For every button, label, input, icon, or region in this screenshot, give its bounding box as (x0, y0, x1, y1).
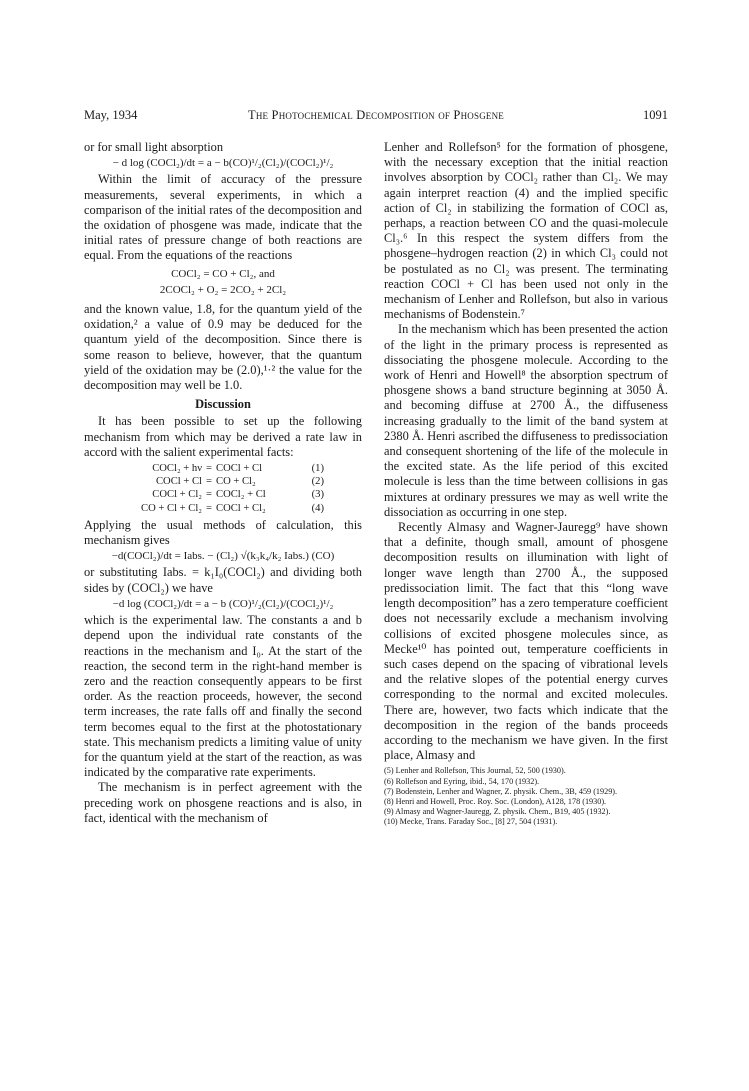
step-number: (2) (311, 476, 324, 488)
step-eq: = (206, 463, 212, 475)
running-header (84, 108, 668, 126)
equation-derived-rate: −d(COCl₂)/dt = Iabs. − (Cl₂) √(k₃k₄/k₂ Iabs.) (CO) (111, 550, 335, 563)
header-title: The Photochemical Decomposition of Phosgene (247, 108, 504, 122)
footnotes (384, 766, 668, 827)
footnote: (9) Almasy and Wagner-Jauregg, Z. physik. Chem., B19, 405 (1932). (384, 807, 611, 817)
paragraph: It has been possible to set up the following mechanism from which may be derived a rate law in accord with the salient experimental facts: (84, 414, 362, 459)
paragraph: and the known value, 1.8, for the quantum yield of the oxidation,² a value of 0.9 may be deduced for the quantum yield of the decomposition. Since there is some reason to believe, however, that the quantum yield of the oxidation may be (2.0),¹·² the value for the decomposition may well be 1.0. (84, 302, 362, 393)
step-eq: = (206, 502, 212, 514)
step-number: (3) (311, 489, 324, 501)
footnote: (6) Rollefson and Eyring, ibid., 54, 170 (1932). (384, 776, 540, 786)
header-date: May, 1934 (84, 108, 138, 122)
right-column (384, 140, 668, 828)
step-rhs: COCl + Cl (216, 463, 263, 475)
equation-experimental-law: −d log (COCl₂)/dt = a − b (CO)¹/₂(Cl₂)/(COCl₂)¹/₂ (112, 597, 334, 610)
mechanism-step (84, 488, 362, 501)
paragraph: Applying the usual methods of calculation, this mechanism gives (84, 517, 362, 548)
equation-rate-small-absorption: − d log (COCl₂)/dt = a − b(CO)¹/₂(Cl₂)/(COCl₂)¹/₂ (112, 157, 334, 170)
step-rhs: COCl + Cl₂ (216, 502, 266, 514)
footnote: (7) Bodenstein, Lenher and Wagner, Z. physik. Chem., 3B, 459 (1929). (384, 786, 618, 796)
step-rhs: CO + Cl₂ (216, 476, 256, 488)
left-column (84, 140, 362, 826)
mechanism-step (84, 462, 362, 475)
paragraph: Within the limit of accuracy of the pressure measurements, several experiments, in which a comparison of the initial rates of the decomposition and the oxidation of phosgene was made, indicate that the initial rates of pressure change of both reactions are equal. From the equations of the reactions (84, 172, 362, 263)
step-lhs: CO + Cl + Cl₂ (141, 502, 202, 514)
reaction-equations (84, 267, 362, 298)
paragraph: or substituting Iabs. = k₁I₀(COCl₂) and dividing both sides by (COCl₂) we have (84, 565, 362, 595)
step-eq: = (206, 489, 212, 501)
footnote: (10) Mecke, Trans. Faraday Soc., [8] 27, 504 (1931). (384, 817, 558, 827)
paragraph: or for small light absorption (84, 140, 224, 154)
step-lhs: COCl + Cl₂ (152, 489, 202, 501)
step-number: (4) (311, 502, 324, 514)
mechanism-table (84, 462, 362, 515)
page-number: 1091 (643, 108, 668, 122)
equation-oxidation: 2COCl₂ + O₂ = 2CO₂ + 2Cl₂ (159, 283, 287, 296)
mechanism-step (84, 502, 362, 515)
section-heading: Discussion (195, 397, 251, 412)
mechanism-step (84, 475, 362, 488)
footnote: (5) Lenher and Rollefson, This Journal, 52, 500 (1930). (384, 766, 566, 776)
paragraph: Recently Almasy and Wagner-Jauregg⁹ have shown that a definite, though small, amount of phosgene decomposition results on illumination with light of longer wave length than 2700 Å., the supposed predissociation limit. The fact that this “long wave length decomposition” has a zero temperature coefficient does not necessarily exclude a mechanism involving collisions of excited phosgene molecules since, as Mecke¹⁰ has pointed out, temperature coefficients in such cases depend on the spacing of vibrational levels and the relative slopes of the potential energy curves corresponding to the normal and excited molecules. There are, however, two facts which indicate that the decomposition in the region of the bands proceeds according to the mechanism we have given. In the first place, Almasy and (384, 520, 668, 763)
paragraph: which is the experimental law. The constants a and b depend upon the individual rate constants of the reactions in the mechanism and I₀. At the start of the reaction, the second term in the right-hand member is zero and the reaction consequently appears to be first order. As the reaction proceeds, however, the second term increases, the rate falls off and finally the second term becomes equal to the first at the photostationary state. This mechanism predicts a limiting value of unity for the quantum yield at the start of the reaction, as was indicated by the comparative rate experiments. (84, 613, 362, 780)
step-number: (1) (311, 463, 324, 475)
footnote: (8) Henri and Howell, Proc. Roy. Soc. (London), A128, 178 (1930). (384, 796, 607, 806)
equation-decomposition: COCl₂ = CO + Cl₂, and (171, 267, 275, 280)
step-lhs: COCl₂ + hν (152, 463, 202, 475)
paragraph: Lenher and Rollefson⁵ for the formation of phosgene, with the necessary exception that the initial reaction involves absorption by COCl₂ rather than Cl₂. We may again interpret reaction (4) and the implied specific action of Cl₂ in stabilizing the formation of COCl as, perhaps, a reaction between CO and the quasi-molecule Cl₃.⁶ In this respect the system differs from the phosgene–hydrogen reaction (2) in which Cl₃ could not be postulated as no Cl₂ was present. The terminating reaction COCl + Cl has been used not only in the mechanism of Lenher and Rollefson, but also in various mechanisms of Bodenstein.⁷ (384, 140, 668, 322)
step-lhs: COCl + Cl (155, 476, 202, 488)
step-rhs: COCl₂ + Cl (216, 489, 266, 501)
paragraph: In the mechanism which has been presented the action of the light in the primary process is represented as dissociating the phosgene molecule. According to the work of Henri and Howell⁸ the absorption spectrum of phosgene shows a band structure beginning at 3050 Å. and becoming diffuse at 2700 Å., the diffuseness increasing gradually to the limit of the band system at 2380 Å. Henri ascribed the diffuseness to predissociation and consequent shortening of the life of the molecule in the excited state. As the life period of this excited molecule is less than the time between collisions in gas mixtures at ordinary pressures we may as well write the dissociation as occurring in one step. (384, 322, 668, 519)
step-eq: = (206, 476, 212, 488)
paragraph: The mechanism is in perfect agreement with the preceding work on phosgene reactions and is also, in fact, identical with the mechanism of (84, 780, 362, 825)
